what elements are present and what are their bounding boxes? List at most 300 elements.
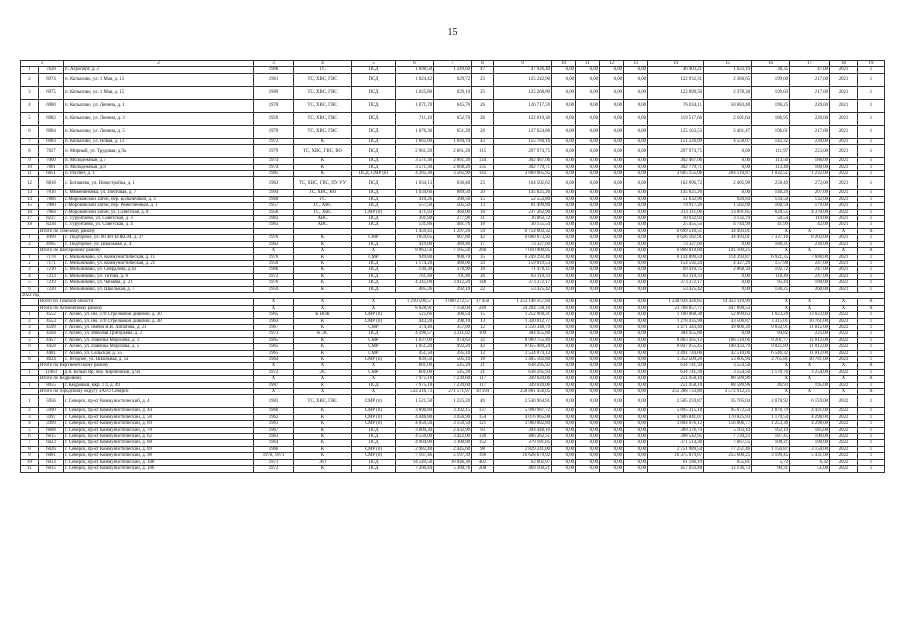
table-cell: 1 (858, 408, 885, 414)
subtotal-cell: X (752, 389, 790, 395)
address-cell: с.Мороковский Затон, пер. Больничный, д. 3 (64, 196, 254, 202)
subtotal-cell: 246 (472, 305, 494, 311)
table-cell: 1 (858, 171, 885, 177)
table-cell: 5,72 (752, 459, 790, 465)
table-cell: 7 107,46 (396, 453, 434, 459)
table-cell: 5 197,39 (434, 453, 472, 459)
table-cell: 1 (858, 177, 885, 190)
table-cell: 4 (21, 421, 39, 427)
subtotal-cell: 638 295,93 (494, 363, 552, 369)
address-cell: г. Кедровый, мкр. 1 4, д. 49 (64, 382, 254, 388)
table-cell: 14 549,58 (396, 459, 434, 465)
table-cell: 1965 (254, 337, 294, 343)
table-cell: 0,00 (576, 395, 600, 408)
table-cell: 2022 (830, 324, 858, 330)
table-cell: 0,00 (576, 216, 600, 222)
table-cell: 0,00 (624, 273, 648, 279)
subtotal-cell: 3 554,56 (704, 363, 752, 369)
table-cell: 41,99 (752, 222, 790, 228)
table-cell: 1970, 1971 (254, 453, 294, 459)
table-cell: 0,00 (576, 440, 600, 446)
table-cell: 1972 (254, 369, 294, 375)
table-cell: ХВС (294, 222, 352, 228)
table-cell: 1 252 968,31 (494, 312, 552, 318)
subtotal-cell: 8 063,56 (396, 248, 434, 254)
subtotal-cell: X (294, 363, 352, 369)
table-cell: 1974 (254, 164, 294, 170)
address-cell: г. Северск, пр-кт Коммунистический, д. 62 (64, 434, 254, 440)
table-cell: 11 (472, 216, 494, 222)
table-cell: 0,00 (600, 203, 624, 209)
address-cell: г. Асино, ул. им. 370 Стрелковой дивизии, д. 40 (64, 318, 254, 324)
table-cell: 3 510 348,79 (494, 324, 552, 330)
table-cell: 11 (21, 171, 39, 177)
table-row (21, 466, 885, 472)
subtotal-cell: X (790, 299, 830, 305)
table-cell: 4999 (39, 235, 64, 241)
subtotal-cell: X (352, 376, 396, 382)
table-cell: 0,00 (576, 99, 600, 112)
table-row (21, 73, 885, 86)
table-cell: 1959 (254, 112, 294, 125)
table-cell: 213 311,06 (648, 209, 704, 215)
table-cell: 151 226,09 (648, 138, 704, 144)
subtotal-cell: X (790, 228, 830, 234)
table-cell: 53 425,42 (648, 286, 704, 292)
table-cell: 2022 (830, 414, 858, 420)
table-cell: 196,01 (752, 125, 790, 138)
table-cell: 26 (472, 273, 494, 279)
table-cell: 0,00 (552, 273, 576, 279)
table-cell: 42 (472, 344, 494, 350)
address-cell: с. Турунтаево, ул. Советская, д. 4 (64, 222, 254, 228)
subtotal-cell: 0,00 (552, 305, 576, 311)
table-cell: 2021 (830, 99, 858, 112)
table-cell: 0,00 (600, 466, 624, 472)
table-cell: 5997 (39, 414, 64, 420)
subtotal-cell: 0,00 (576, 248, 600, 254)
table-cell: 2 078,92 (752, 395, 790, 408)
table-cell: 443,28 (396, 318, 434, 324)
column-number-cell: 13 (624, 61, 648, 67)
subtotal-cell: 21 (472, 363, 494, 369)
table-cell: 122 890,50 (648, 86, 704, 99)
table-cell: 1985 (254, 171, 294, 177)
table-cell: 392,10 (434, 286, 472, 292)
table-cell: 7 200,44 (396, 466, 434, 472)
table-cell: 1 034,13 (396, 177, 434, 190)
table-cell: 6 921,35 (752, 254, 790, 260)
table-cell: 761,40 (396, 273, 434, 279)
table-cell: 8 (21, 446, 39, 452)
table-cell: СМР (п) (352, 312, 396, 318)
table-cell: 1 (858, 466, 885, 472)
table-cell: 379 181,85 (494, 440, 552, 446)
table-cell: 9 (21, 453, 39, 459)
table-cell: 2022 (830, 453, 858, 459)
table-cell: 25 455,55 (648, 222, 704, 228)
table-cell: 0,00 (624, 440, 648, 446)
table-cell: 260,00 (790, 286, 830, 292)
subtotal-cell: 7 165,56 (434, 248, 472, 254)
table-cell: 1 (858, 196, 885, 202)
table-cell: 907,80 (434, 235, 472, 241)
table-cell: ПСД (352, 112, 396, 125)
address-cell: с. Подгорное, ул. Школьная, д. 4 (64, 241, 254, 247)
table-cell: ТС, ХВС, ГВС (294, 86, 352, 99)
table-cell: 0,00 (600, 369, 624, 375)
column-number-cell: 18 (830, 61, 858, 67)
table-cell: 1 037,09 (396, 337, 434, 343)
subtotal-cell: 7 239,60 (434, 376, 472, 382)
table-cell: 154 (472, 414, 494, 420)
table-cell: 62 002,07 (494, 459, 552, 465)
table-cell: 1 (21, 382, 39, 388)
table-cell: 2021 (830, 216, 858, 222)
table-cell: 0,00 (552, 408, 576, 414)
table-cell: 0,00 (624, 196, 648, 202)
table-cell: 4 558,07 (704, 138, 752, 144)
table-cell: 18 (472, 267, 494, 273)
table-cell: 0,00 (624, 222, 648, 228)
address-cell: г. Асино, ул. Николая Григорьева, д. 2 (64, 331, 254, 337)
column-number-cell: 4 (294, 61, 352, 67)
table-cell: 7 (21, 350, 39, 356)
table-cell: 1 (858, 357, 885, 363)
table-cell: 25 (472, 73, 494, 86)
table-cell: 2022 (830, 312, 858, 318)
table-cell: 7210 (39, 267, 64, 273)
table-cell: 0,00 (552, 171, 576, 177)
table-cell: 7084 (39, 209, 64, 215)
table-cell: 1971 (254, 459, 294, 465)
table-cell: 1965 (254, 344, 294, 350)
table-cell: ЛО (294, 459, 352, 465)
column-number-cell: 17 (790, 61, 830, 67)
table-cell: 8238 (39, 222, 64, 228)
address-cell: п. Копылово, ул. Ленина, д. 1 (64, 99, 254, 112)
table-cell: 0,00 (552, 459, 576, 465)
table-cell: 16 063,72 (494, 216, 552, 222)
table-cell: 2022 (830, 369, 858, 375)
table-cell: 16 628 679,92 (494, 453, 552, 459)
subtotal-cell: 0,00 (600, 305, 624, 311)
table-cell: 7 (21, 138, 39, 144)
table-cell: 5 163,44 (704, 427, 752, 433)
table-cell: 0,00 (552, 112, 576, 125)
table-cell: К (294, 344, 352, 350)
table-cell: 21 (472, 369, 494, 375)
table-cell: 3 565,90 (434, 171, 472, 177)
table-cell: 1 (858, 254, 885, 260)
table-cell: 94,82 (752, 331, 790, 337)
table-cell: 2022 (830, 408, 858, 414)
table-cell: 1972 (254, 466, 294, 472)
table-cell: 8 847 055,45 (648, 344, 704, 350)
table-cell: 371 514,30 (648, 440, 704, 446)
table-cell: 471,93 (396, 209, 434, 215)
table-cell: 974,63 (434, 337, 472, 343)
table-cell: 405,26 (396, 286, 434, 292)
table-cell: 0,00 (624, 254, 648, 260)
address-cell: п. Копылово, ул. Новая, д. 12 (64, 138, 254, 144)
table-cell: 1 (21, 395, 39, 408)
table-cell: 651,20 (434, 125, 472, 138)
table-cell: ПСД (352, 427, 396, 433)
table-cell: 114 393,87 (704, 254, 752, 260)
subtotal-cell: 59 (472, 228, 494, 234)
table-cell: 451,50 (396, 350, 434, 356)
table-cell: 190,00 (790, 434, 830, 440)
table-cell: ТС, ХВС, ГВС (294, 125, 352, 138)
subtotal-cell: X (294, 299, 352, 305)
table-cell: СМР (352, 350, 396, 356)
subtotal-cell: X (858, 228, 885, 234)
table-cell: 1 (858, 453, 885, 459)
address-cell: г. Северск, пр-кт Коммунистический, д. 88 (64, 440, 254, 446)
table-cell: 0,00 (576, 286, 600, 292)
column-number-cell: 9 (494, 61, 552, 67)
subtotal-cell: X (790, 248, 830, 254)
table-cell: 0,00 (600, 337, 624, 343)
table-cell: 0,00 (704, 145, 752, 158)
table-cell: 390,50 (434, 196, 472, 202)
table-cell: 0,00 (576, 280, 600, 286)
table-cell: 0,00 (552, 241, 576, 247)
table-cell: 12 136,73 (704, 466, 752, 472)
table-cell: 992,20 (434, 344, 472, 350)
table-cell: ПСД (352, 190, 396, 196)
table-cell: 22 (472, 286, 494, 292)
table-cell: ПСД (352, 67, 396, 73)
table-cell: 0,00 (552, 190, 576, 196)
table-cell: 0,00 (624, 466, 648, 472)
table-cell: 145 025,26 (494, 190, 552, 196)
subtotal-cell: 0,00 (624, 376, 648, 382)
table-cell: 0,00 (600, 318, 624, 324)
table-cell: 0,00 (576, 209, 600, 215)
table-cell: 7 688,00 (790, 254, 830, 260)
table-cell: ТС (294, 67, 352, 73)
table-cell: 0,00 (576, 318, 600, 324)
table-cell: 71 479,11 (494, 267, 552, 273)
table-cell: 0,00 (624, 138, 648, 144)
table-cell: 1 876,79 (752, 408, 790, 414)
subtotal-cell: 0,00 (600, 376, 624, 382)
subtotal-cell: X (790, 389, 830, 395)
table-cell: 7628 (39, 67, 64, 73)
table-cell: К (294, 254, 352, 260)
table-cell: 0,00 (552, 312, 576, 318)
table-cell: 0,00 (624, 382, 648, 388)
table-cell: 220,00 (790, 112, 830, 125)
subtotal-cell: X (294, 376, 352, 382)
table-cell: 0,00 (576, 350, 600, 356)
table-cell: 2021 (830, 241, 858, 247)
table-cell: 0,00 (552, 357, 576, 363)
table-cell: 2 501,64 (704, 112, 752, 125)
table-cell: 0,00 (576, 414, 600, 420)
table-cell: 0,00 (600, 446, 624, 452)
table-cell: 2 661,20 (434, 145, 472, 158)
table-cell: 6 626 182,91 (648, 235, 704, 241)
table-cell: 302 467,06 (494, 158, 552, 164)
table-cell: 394 440,16 (494, 427, 552, 433)
subtotal-cell: 0,00 (624, 228, 648, 234)
subtotal-cell: 545,20 (434, 363, 472, 369)
table-cell: 2 829 241,00 (494, 446, 552, 452)
table-cell: 0,00 (600, 344, 624, 350)
table-cell: 302 779,71 (494, 164, 552, 170)
table-cell: 4564 (39, 331, 64, 337)
table-cell: 0,00 (552, 427, 576, 433)
table-cell: 1 (858, 73, 885, 86)
table-cell: 156 006,77 (704, 421, 752, 427)
table-cell: 0,00 (624, 145, 648, 158)
table-cell: 0,00 (600, 267, 624, 273)
table-cell: 0,00 (576, 196, 600, 202)
table-cell: 159 019,53 (494, 260, 552, 266)
table-cell: 1 076,30 (396, 125, 434, 138)
table-cell: 1 (858, 164, 885, 170)
table-cell: 0,00 (576, 145, 600, 158)
table-cell: 4 446,80 (396, 414, 434, 420)
table-cell: 47 926,40 (494, 67, 552, 73)
table-cell: 4995 (39, 241, 64, 247)
table-cell: 33 (472, 260, 494, 266)
table-cell: 1 (21, 235, 39, 241)
table-cell: СМР (п) (352, 395, 396, 408)
table-cell: 0,00 (552, 99, 576, 112)
table-cell: 4 427,29 (704, 260, 752, 266)
table-cell: 636,40 (434, 177, 472, 190)
subtotal-cell: X (858, 299, 885, 305)
table-cell: 0,00 (600, 125, 624, 138)
table-cell: СМР (352, 344, 396, 350)
table-cell: 12 (472, 324, 494, 330)
table-cell: 629,10 (434, 86, 472, 99)
table-cell: 0,00 (600, 67, 624, 73)
table-cell: ТС, ХВС, ГВС (294, 395, 352, 408)
table-cell: К (294, 324, 352, 330)
table-row (21, 86, 885, 99)
table-cell: 0,00 (552, 344, 576, 350)
table-cell: 0,00 (624, 369, 648, 375)
column-number-cell: 8 (472, 61, 494, 67)
subtotal-cell: X (254, 305, 294, 311)
table-cell: 0,00 (552, 324, 576, 330)
table-cell: 0,00 (552, 453, 576, 459)
table-cell: 2 378,30 (704, 86, 752, 99)
table-cell: 125 268,80 (494, 86, 552, 99)
table-cell: 0,00 (576, 337, 600, 343)
table-cell: 2022 (830, 331, 858, 337)
table-cell: 711,10 (396, 112, 434, 125)
table-cell: 2021 (830, 280, 858, 286)
table-cell: 1 (858, 395, 885, 408)
subtotal-cell: 0,00 (624, 305, 648, 311)
table-cell: 531,86 (396, 222, 434, 228)
table-cell: 18 (472, 222, 494, 228)
table-cell: 1 179,54 (752, 414, 790, 420)
subtotal-label: Итого по Томскому району (39, 228, 254, 234)
table-cell: 42 510,06 (704, 350, 752, 356)
subtotal-cell: X (830, 363, 858, 369)
column-number-cell: 3 (254, 61, 294, 67)
table-cell: 43 506,87 (704, 318, 752, 324)
table-cell: К НОК (294, 312, 352, 318)
table-cell: К (294, 453, 352, 459)
subtotal-cell: 8 828,91 (396, 305, 434, 311)
table-cell: 4 345,00 (396, 280, 434, 286)
table-cell: 4 296,57 (396, 331, 434, 337)
address-cell: г. Северск, пр-кт Коммунистический, д. 58 (64, 414, 254, 420)
table-cell: 0,00 (552, 267, 576, 273)
housing-repair-register-table (20, 60, 885, 473)
table-cell: 108,21 (752, 440, 790, 446)
table-cell: К (294, 260, 352, 266)
table-cell: 7000 (39, 158, 64, 164)
table-cell: 0,00 (576, 369, 600, 375)
table-cell: 18 (472, 357, 494, 363)
subtotal-cell: X (858, 376, 885, 382)
table-cell: 2021 (830, 138, 858, 144)
table-cell: 645,70 (434, 99, 472, 112)
table-cell: 13 (472, 318, 494, 324)
table-cell: 9 201,77 (752, 337, 790, 343)
table-cell: 237 262,96 (494, 209, 552, 215)
subtotal-cell: 7 010 000,05 (494, 248, 552, 254)
table-cell: 16 375 079,67 (648, 453, 704, 459)
table-cell: 0,00 (552, 414, 576, 420)
table-cell: 2022 (830, 427, 858, 433)
table-cell: 7080 (39, 203, 64, 209)
subtotal-cell: X (858, 248, 885, 254)
table-cell: 6 (21, 125, 39, 138)
column-number-cell: 15 (704, 61, 752, 67)
table-cell: 0,00 (552, 382, 576, 388)
table-cell: 7 337,16 (752, 235, 790, 241)
table-cell: 15 (21, 203, 39, 209)
subtotal-cell: X (858, 389, 885, 395)
subtotal-cell: 3 572 912,25 (704, 389, 752, 395)
table-cell: 1 174,20 (396, 260, 434, 266)
table-cell: 8 955 489,24 (494, 344, 552, 350)
table-cell: 1 232,00 (790, 171, 830, 177)
table-cell: ТС (294, 196, 352, 202)
table-cell: 1 071,70 (396, 99, 434, 112)
table-cell: 1 (858, 344, 885, 350)
table-cell: 1 (858, 459, 885, 465)
table-cell: 26 (472, 99, 494, 112)
table-cell: 0,00 (600, 260, 624, 266)
table-cell: СМР (п) (352, 408, 396, 414)
subtotal-cell: 7 158,04 (434, 305, 472, 311)
table-cell: 2021 (830, 86, 858, 99)
table-cell: 0,00 (624, 337, 648, 343)
table-cell: 2021 (830, 267, 858, 273)
subtotal-cell: X (254, 376, 294, 382)
table-row (21, 395, 885, 408)
subtotal-cell: X (352, 305, 396, 311)
table-cell: 4553 (39, 318, 64, 324)
table-cell: 195,00 (790, 382, 830, 388)
table-cell: СМР (352, 337, 396, 343)
table-cell: 6851 (39, 171, 64, 177)
column-number-cell: 11 (576, 61, 600, 67)
table-cell: 0,00 (624, 241, 648, 247)
table-cell: 0,00 (600, 395, 624, 408)
